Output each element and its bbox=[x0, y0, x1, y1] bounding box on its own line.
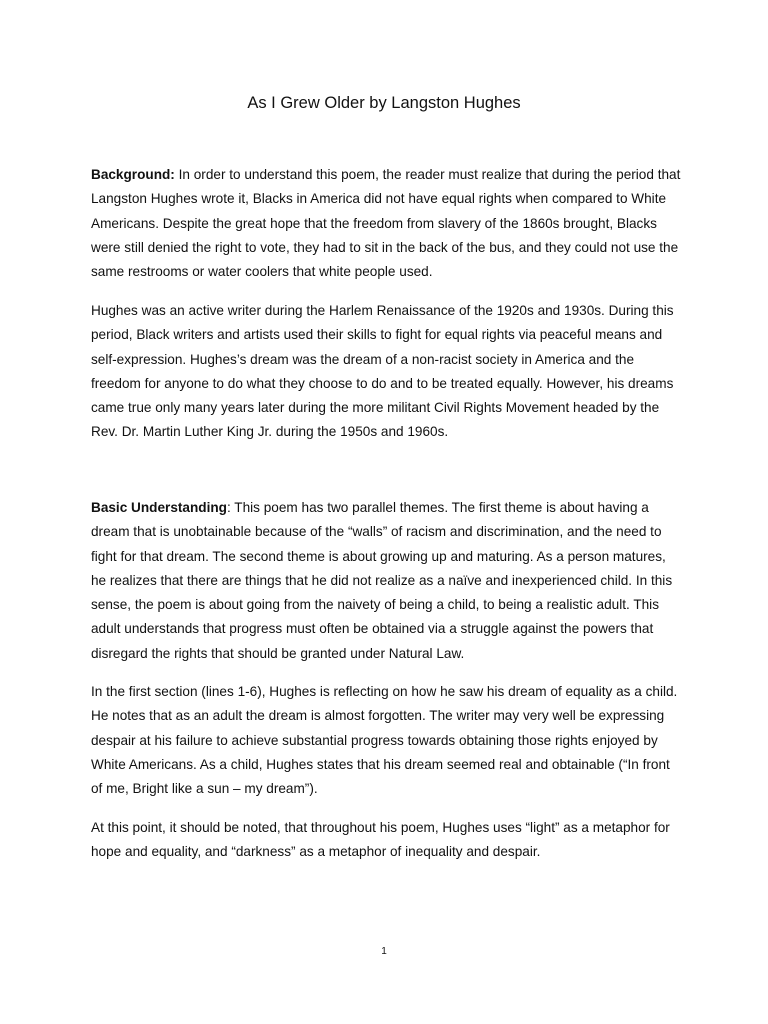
section-label-background: Background: bbox=[91, 167, 175, 182]
paragraph-text: : This poem has two parallel themes. The first theme is about having a dream that is unobtainable because of the “walls” of racism and discrimination, and the need to fight for that dream. The second theme is about growing up and maturing. As a person matures, he realizes that there are things that he did not realize as a naïve and inexperienced child. In this sense, the poem is about going from the naivety of being a child, to being a realistic adult. This adult understands that progress must often be obtained via a struggle against the powers that disregard the rights that should be granted under Natural Law. bbox=[91, 500, 673, 661]
paragraph-background bbox=[91, 163, 681, 284]
paragraph-text: Hughes was an active writer during the Harlem Renaissance of the 1920s and 1930s. During this period, Black writers and artists used their skills to fight for equal rights via peaceful means and self-expression. Hughes’s dream was the dream of a non-racist society in America and the freedom for anyone to do what they choose to do and to be treated equally. However, his dreams came true only many years later during the more militant Civil Rights Movement headed by the Rev. Dr. Martin Luther King Jr. during the 1950s and 1960s. bbox=[91, 303, 674, 440]
paragraph-basic-understanding bbox=[91, 496, 681, 666]
paragraph-light-metaphor bbox=[91, 816, 681, 865]
section-label-basic-understanding: Basic Understanding bbox=[91, 500, 227, 515]
page-number: 1 bbox=[381, 946, 387, 957]
paragraph-first-section bbox=[91, 680, 681, 801]
paragraph-text: In order to understand this poem, the reader must realize that during the period that Langston Hughes wrote it, Blacks in America did not have equal rights when compared to White Americans. Despite the great hope that the freedom from slavery of the 1860s brought, Blacks were still denied the right to vote, they had to sit in the back of the bus, and they could not use the same restrooms or water coolers that white people used. bbox=[91, 167, 681, 280]
paragraph-harlem-renaissance bbox=[91, 299, 681, 445]
paragraph-text: At this point, it should be noted, that throughout his poem, Hughes uses “light” as a metaphor for hope and equality, and “darkness” as a metaphor of inequality and despair. bbox=[91, 820, 670, 860]
document-title: As I Grew Older by Langston Hughes bbox=[247, 94, 521, 112]
paragraph-text: In the first section (lines 1-6), Hughes is reflecting on how he saw his dream of equality as a child. He notes that as an adult the dream is almost forgotten. The writer may very well be expressing despair at his failure to achieve substantial progress towards obtaining those rights enjoyed by White Americans. As a child, Hughes states that his dream seemed real and obtainable (“In front of me, Bright like a sun – my dream”). bbox=[91, 684, 678, 797]
